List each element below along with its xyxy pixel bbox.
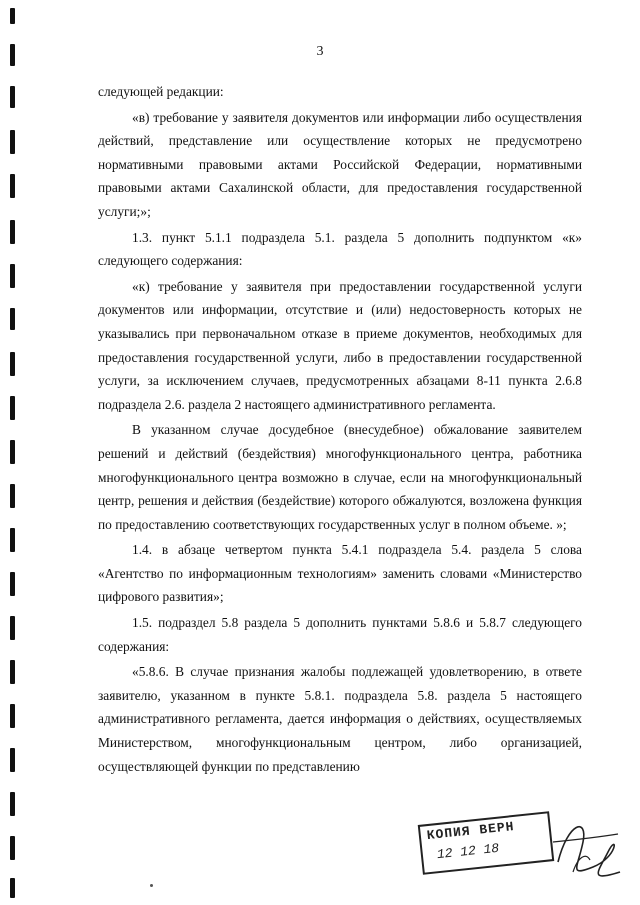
scan-mark bbox=[10, 130, 15, 154]
document-body bbox=[98, 80, 582, 778]
paragraph: 1.4. в абзаце четвертом пункта 5.4.1 подраздела 5.4. раздела 5 слова «Агентство по информационным технологиям» заменить словами «Министерство цифрового развития»; bbox=[98, 542, 582, 605]
paragraph: следующей редакции: bbox=[98, 84, 224, 99]
scan-mark bbox=[10, 528, 15, 552]
scan-mark bbox=[10, 308, 15, 330]
paragraph: 1.5. подраздел 5.8 раздела 5 дополнить пунктами 5.8.6 и 5.8.7 следующего содержания: bbox=[98, 615, 582, 654]
scan-mark bbox=[10, 8, 15, 24]
stamp-text: КОПИЯ ВЕРН bbox=[426, 818, 516, 844]
paragraph: «в) требование у заявителя документов или информации либо осуществления действий, представление или осуществление которых не предусмотрено нормативными правовыми актами Российской Федерации, нормативными правовыми актами Сахалинской области, для предоставления государственной услуги;»; bbox=[98, 109, 582, 219]
scan-mark bbox=[10, 836, 15, 860]
scan-mark bbox=[10, 396, 15, 420]
scan-mark bbox=[10, 440, 15, 464]
copy-stamp bbox=[418, 811, 555, 875]
scan-mark bbox=[10, 748, 15, 772]
scan-mark bbox=[10, 792, 15, 816]
scan-mark bbox=[10, 174, 15, 198]
page-number: 3 bbox=[316, 44, 324, 59]
scan-mark bbox=[10, 484, 15, 508]
paragraph: «5.8.6. В случае признания жалобы подлежащей удовлетворению, в ответе заявителю, указанном в пункте 5.8.1. подраздела 5.8. раздела 5 настоящего административного регламента, дается информация о действиях, осуществляемых Министерством, многофункциональным центром, либо организацией, осуществляющей функции по представлению bbox=[98, 664, 582, 774]
scan-mark bbox=[10, 878, 15, 898]
scan-speck bbox=[150, 884, 153, 887]
scan-mark bbox=[10, 660, 15, 684]
paragraph: 1.3. пункт 5.1.1 подраздела 5.1. раздела 5 дополнить подпунктом «к» следующего содержания: bbox=[98, 229, 582, 269]
scan-mark bbox=[10, 86, 15, 108]
scan-mark bbox=[10, 264, 15, 288]
scan-mark bbox=[10, 572, 15, 596]
scan-mark bbox=[10, 704, 15, 728]
paragraph: В указанном случае досудебное (внесудебное) обжалование заявителем решений и действий (бездействия) многофункционального центра, работника многофункционального центра возможно в случае, если на многофункциональный центр, решения и действия (бездействие) которого обжалуются, возложена функция по предоставлению соответствующих государственных услуг в полном объеме. »; bbox=[98, 422, 582, 532]
paragraph: «к) требование у заявителя при предоставлении государственной услуги документов или информации, отсутствие и (или) недостоверность которых не указывались при первоначальном отказе в приеме документов, необходимых для предоставления государственной услуги, либо в предоставлении государственной услуги, за исключением случаев, предусмотренных абзацами 8-11 пункта 2.6.8 подраздела 2.6. раздела 2 настоящего административного регламента. bbox=[98, 278, 582, 412]
scan-mark bbox=[10, 616, 15, 640]
scan-mark bbox=[10, 352, 15, 376]
stamp-date: 12 12 18 bbox=[436, 840, 500, 863]
scan-mark bbox=[10, 220, 15, 244]
signature bbox=[548, 812, 628, 884]
